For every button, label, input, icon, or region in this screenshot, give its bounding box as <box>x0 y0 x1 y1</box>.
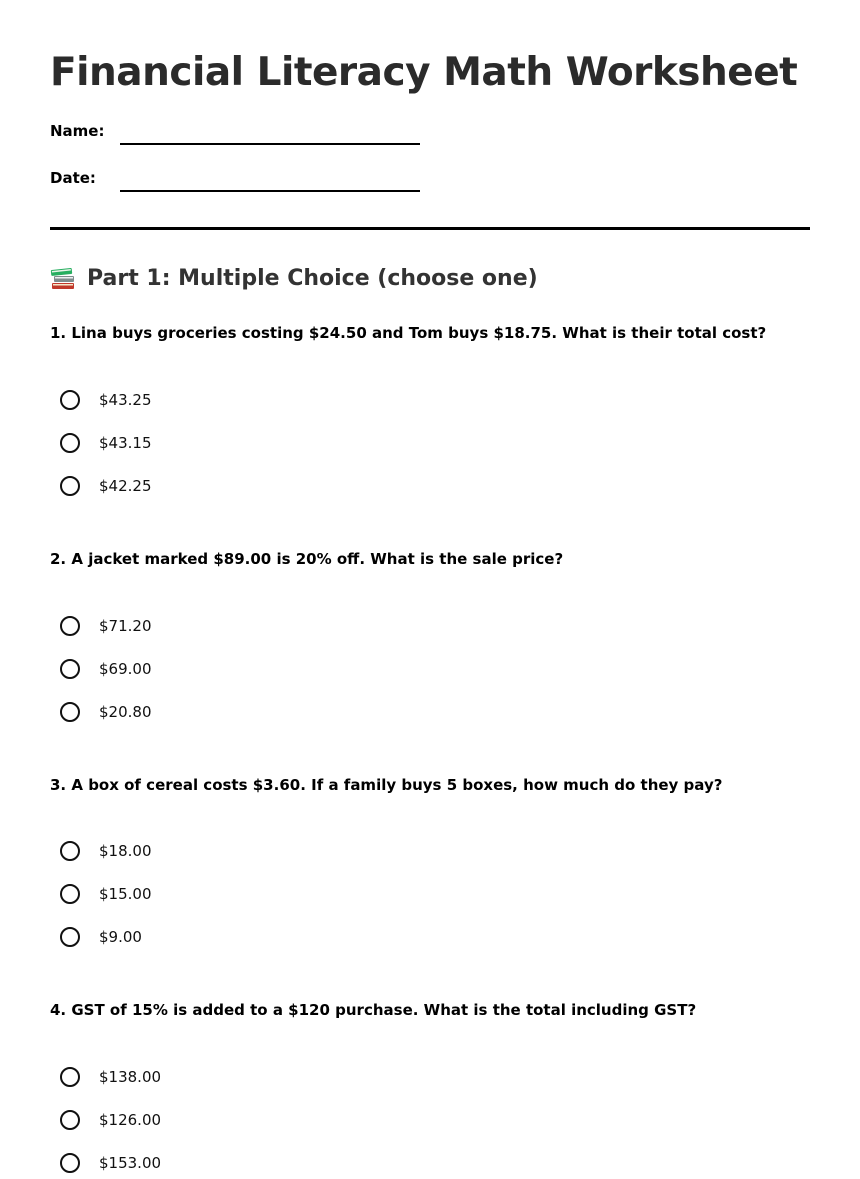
option-label: $20.80 <box>99 703 152 721</box>
option-label: $43.15 <box>99 434 152 452</box>
option-1c[interactable] <box>60 476 360 502</box>
name-label: Name: <box>50 122 105 140</box>
question-text: 2. A jacket marked $89.00 is 20% off. What is the sale price? <box>50 550 564 568</box>
option-label: $153.00 <box>99 1154 162 1172</box>
option-label: $71.20 <box>99 617 152 635</box>
option-label: $138.00 <box>99 1068 162 1086</box>
radio-button[interactable] <box>60 841 80 861</box>
radio-button[interactable] <box>60 390 80 410</box>
question-text: 3. A box of cereal costs $3.60. If a family buys 5 boxes, how much do they pay? <box>50 776 723 794</box>
option-2b[interactable] <box>60 659 360 685</box>
radio-button[interactable] <box>60 616 80 636</box>
name-input-line[interactable] <box>120 143 420 145</box>
question-text: 1. Lina buys groceries costing $24.50 and Tom buys $18.75. What is their total cost? <box>50 324 767 342</box>
section-title-text: Part 1: Multiple Choice (choose one) <box>87 266 538 291</box>
date-label: Date: <box>50 169 96 187</box>
section-title <box>50 266 538 291</box>
option-4c[interactable] <box>60 1153 360 1179</box>
radio-button[interactable] <box>60 1067 80 1087</box>
date-input-line[interactable] <box>120 190 420 192</box>
option-3b[interactable] <box>60 884 360 910</box>
page-title: Financial Literacy Math Worksheet <box>50 50 798 95</box>
option-label: $126.00 <box>99 1111 162 1129</box>
option-label: $18.00 <box>99 842 152 860</box>
radio-button[interactable] <box>60 1153 80 1173</box>
radio-button[interactable] <box>60 1110 80 1130</box>
option-4a[interactable] <box>60 1067 360 1093</box>
option-3c[interactable] <box>60 927 360 953</box>
option-2a[interactable] <box>60 616 360 642</box>
option-label: $15.00 <box>99 885 152 903</box>
option-1b[interactable] <box>60 433 360 459</box>
radio-button[interactable] <box>60 433 80 453</box>
option-4b[interactable] <box>60 1110 360 1136</box>
option-1a[interactable] <box>60 390 360 416</box>
option-label: $69.00 <box>99 660 152 678</box>
question-text: 4. GST of 15% is added to a $120 purchase. What is the total including GST? <box>50 1001 697 1019</box>
radio-button[interactable] <box>60 476 80 496</box>
date-field-row <box>50 169 470 199</box>
radio-button[interactable] <box>60 927 80 947</box>
option-label: $42.25 <box>99 477 152 495</box>
option-label: $43.25 <box>99 391 152 409</box>
radio-button[interactable] <box>60 884 80 904</box>
option-3a[interactable] <box>60 841 360 867</box>
option-2c[interactable] <box>60 702 360 728</box>
name-field-row <box>50 122 470 152</box>
header-divider <box>50 227 810 230</box>
option-label: $9.00 <box>99 928 142 946</box>
radio-button[interactable] <box>60 702 80 722</box>
radio-button[interactable] <box>60 659 80 679</box>
books-icon <box>50 267 76 291</box>
